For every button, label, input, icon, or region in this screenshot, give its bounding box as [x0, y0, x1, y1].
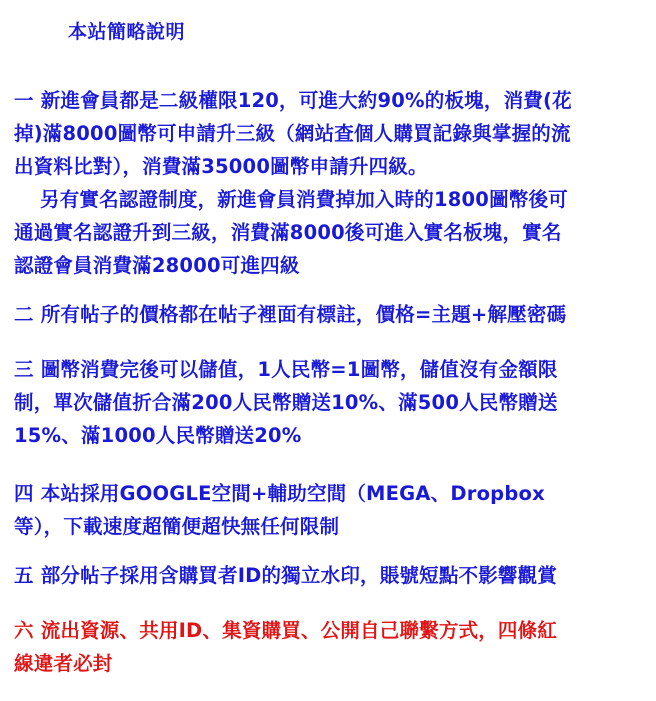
- rule-3-line-3: 15%、滿1000人民幣贈送20%: [14, 424, 302, 447]
- rule-1-membership-levels: [14, 84, 650, 183]
- rule-5-watermark: [14, 559, 650, 592]
- rule-1-line-1: 一 新進會員都是二級權限120，可進大約90%的板塊，消費(花: [14, 89, 572, 112]
- rule-6-ban-warning: [14, 614, 650, 680]
- rule-3-top-up: [14, 353, 650, 452]
- rule-1b-line-1: 另有實名認證制度，新進會員消費掉加入時的1800圖幣後可: [40, 188, 568, 211]
- rule-2-line-1: 二 所有帖子的價格都在帖子裡面有標註，價格=主題+解壓密碼: [14, 303, 567, 326]
- rule-6-line-1: 六 流出資源、共用ID、集資購買、公開自己聯繫方式，四條紅: [14, 619, 558, 642]
- rule-1b-line-3: 認證會員消費滿28000可進四級: [14, 254, 300, 277]
- rule-1-real-name-verification: [14, 183, 650, 282]
- rule-3-line-2: 制，單次儲值折合滿200人民幣贈送10%、滿500人民幣贈送: [14, 391, 558, 414]
- rule-1b-line-2: 通過實名認證升到三級，消費滿8000後可進入實名板塊，實名: [14, 221, 562, 244]
- rule-3-line-1: 三 圖幣消費完後可以儲值，1人民幣=1圖幣，儲值沒有金額限: [14, 358, 558, 381]
- rule-4-line-1: 四 本站採用GOOGLE空間+輔助空間（MEGA、Dropbox: [14, 482, 545, 505]
- page-title: 本站簡略說明: [68, 21, 186, 43]
- rule-1-line-2: 掉)滿8000圖幣可申請升三級（網站查個人購買記錄與掌握的流: [14, 122, 571, 145]
- rule-4-storage: [14, 477, 650, 543]
- rule-1-line-3: 出資料比對），消費滿35000圖幣申請升四級。: [14, 155, 428, 178]
- rule-5-line-1: 五 部分帖子採用含購買者ID的獨立水印，賬號短點不影響觀賞: [14, 564, 558, 587]
- rule-4-line-2: 等），下載速度超簡便超快無任何限制: [14, 515, 340, 538]
- rule-6-line-2: 線違者必封: [14, 652, 113, 675]
- rule-2-pricing: [14, 298, 650, 331]
